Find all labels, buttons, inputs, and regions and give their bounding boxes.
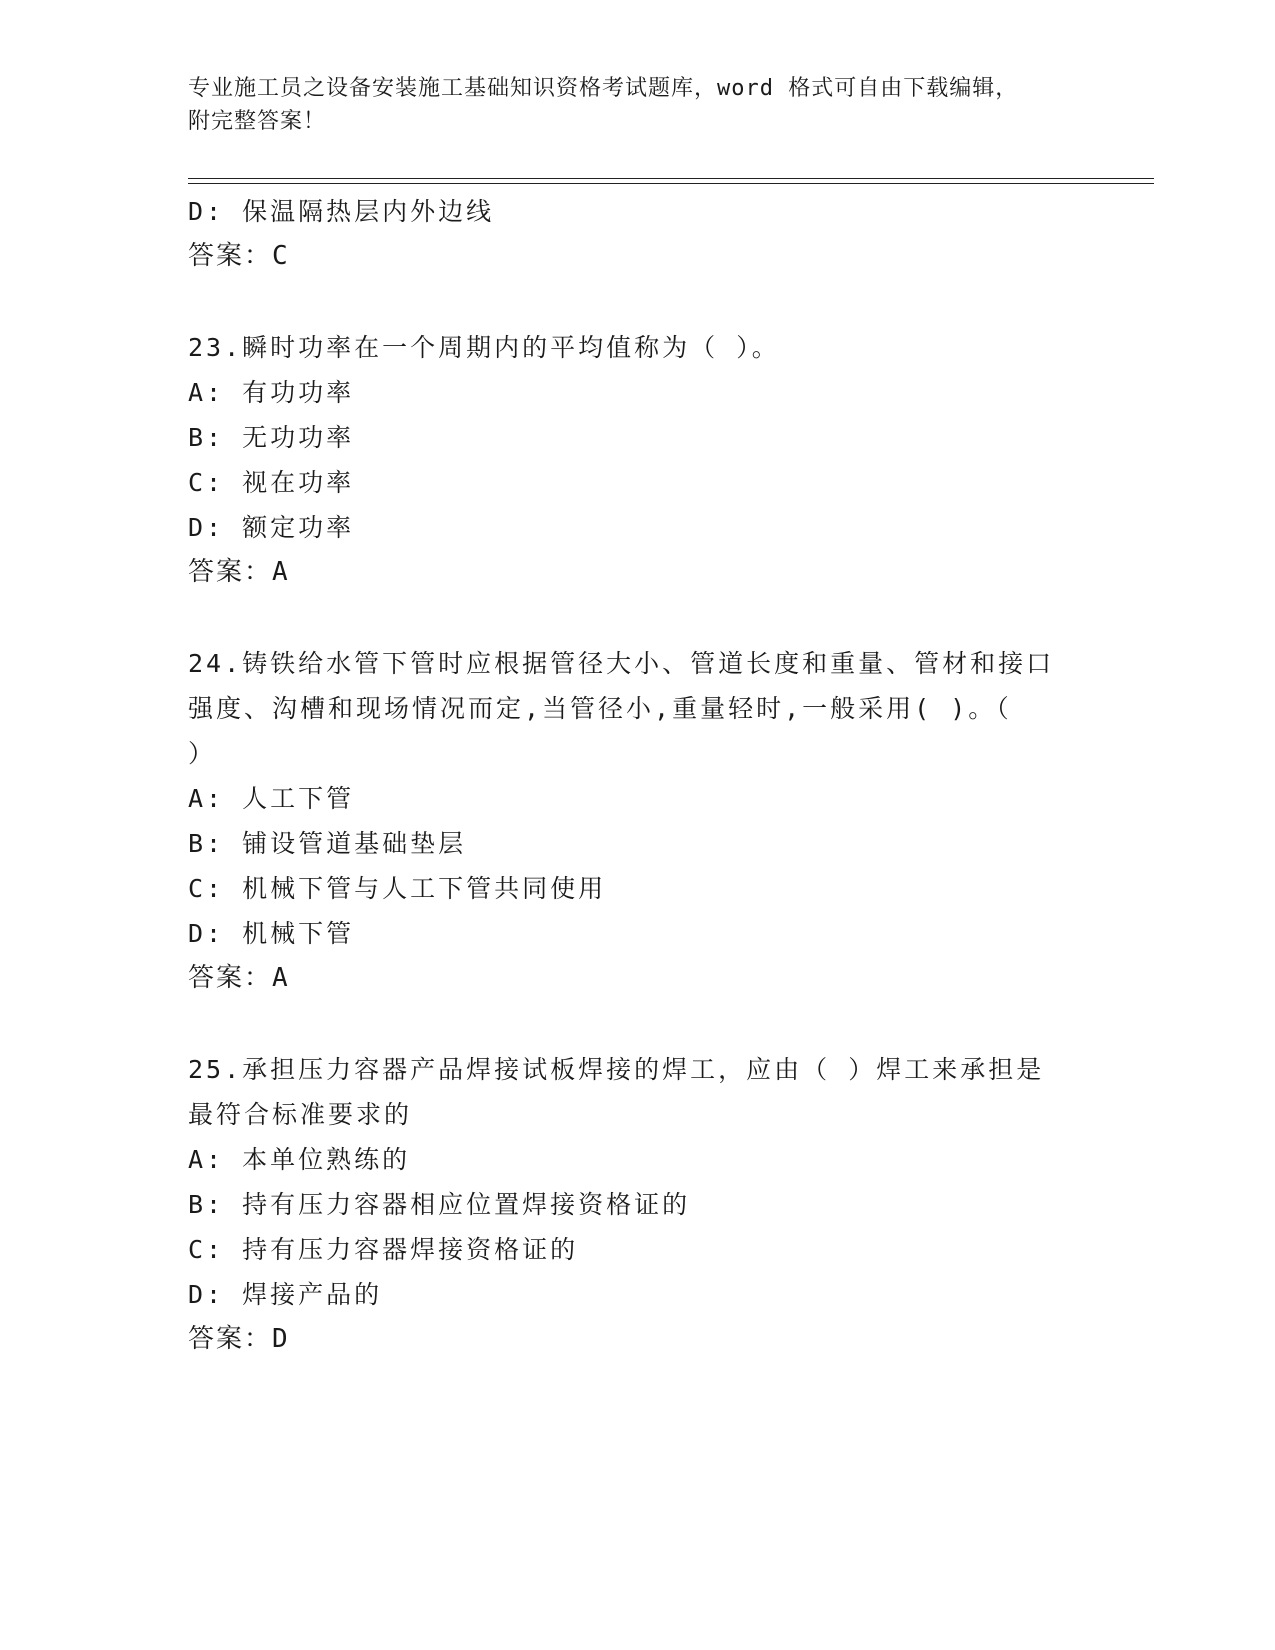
answer-line: 答案：D — [188, 1324, 290, 1354]
question-content — [188, 189, 1078, 1362]
question-text: ） — [188, 739, 217, 768]
option-d: D: 机械下管 — [188, 919, 355, 948]
header-divider-top — [188, 178, 1154, 179]
spacer — [188, 279, 1078, 325]
option-c: C: 持有压力容器焊接资格证的 — [188, 1235, 579, 1264]
question-24 — [188, 641, 1078, 1001]
option-a: A: 人工下管 — [188, 784, 355, 813]
option-a: A: 有功功率 — [188, 378, 355, 407]
question-23 — [188, 325, 1078, 595]
option-c: C: 机械下管与人工下管共同使用 — [188, 874, 607, 903]
spacer — [188, 1001, 1078, 1047]
question-text: 24.铸铁给水管下管时应根据管径大小、管道长度和重量、管材和接口 — [188, 649, 1055, 678]
question-text: 最符合标准要求的 — [188, 1100, 413, 1129]
spacer — [188, 595, 1078, 641]
option-d: D: 额定功率 — [188, 513, 355, 542]
carryover-question — [188, 189, 1078, 279]
document-header — [188, 72, 1068, 138]
question-text: 25.承担压力容器产品焊接试板焊接的焊工，应由（ ）焊工来承担是 — [188, 1055, 1045, 1084]
option-b: B: 无功功率 — [188, 423, 355, 452]
option-b: B: 铺设管道基础垫层 — [188, 829, 467, 858]
header-line-2: 附完整答案！ — [188, 109, 327, 134]
answer-line: 答案：C — [188, 241, 290, 271]
option-d: D: 焊接产品的 — [188, 1280, 383, 1309]
header-line-1: 专业施工员之设备安装施工基础知识资格考试题库，word 格式可自由下载编辑， — [188, 76, 1019, 101]
answer-line: 答案：A — [188, 963, 290, 993]
option-b: B: 持有压力容器相应位置焊接资格证的 — [188, 1190, 691, 1219]
question-text: 强度、沟槽和现场情况而定,当管径小,重量轻时,一般采用( )。（ — [188, 694, 1012, 723]
question-text: 23.瞬时功率在一个周期内的平均值称为（ ）。 — [188, 333, 780, 362]
option-a: A: 本单位熟练的 — [188, 1145, 411, 1174]
option-d: D: 保温隔热层内外边线 — [188, 197, 495, 226]
question-25 — [188, 1047, 1078, 1362]
header-divider-bottom — [188, 183, 1154, 184]
answer-line: 答案：A — [188, 557, 290, 587]
option-c: C: 视在功率 — [188, 468, 355, 497]
